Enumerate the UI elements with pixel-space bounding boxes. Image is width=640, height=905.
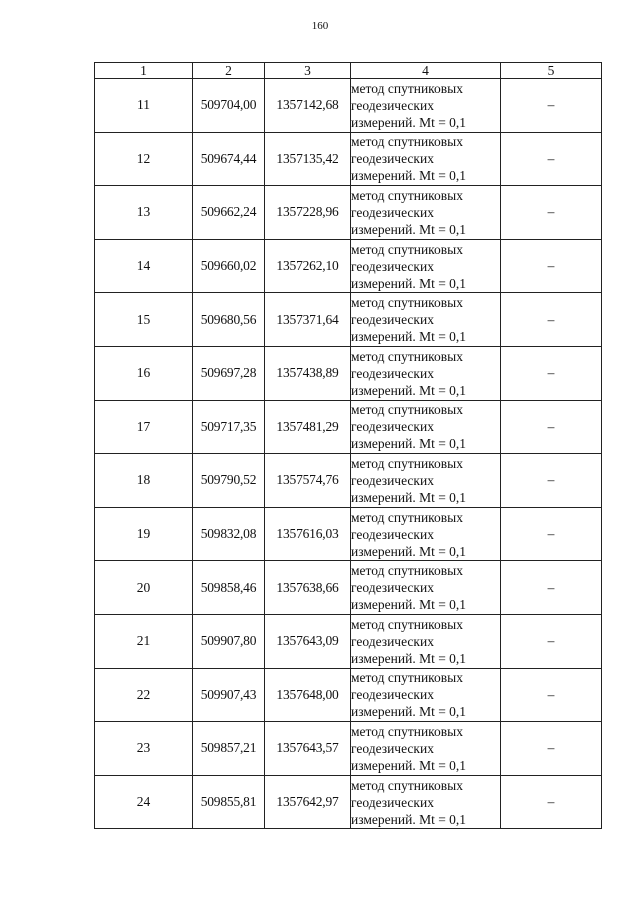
point-number: 12: [95, 132, 193, 186]
method-cell: [351, 400, 501, 454]
method-cell: [351, 186, 501, 240]
method-line-3: измерений. Mt = 0,1: [351, 168, 467, 184]
coord-y: 1357638,66: [265, 561, 351, 615]
method-line-1: метод спутниковых: [351, 563, 463, 579]
method-line-3: измерений. Mt = 0,1: [351, 757, 467, 773]
coord-y: 1357616,03: [265, 507, 351, 561]
method-line-3: измерений. Mt = 0,1: [351, 543, 467, 559]
method-line-1: метод спутниковых: [351, 187, 463, 203]
point-number: 11: [95, 79, 193, 133]
table-row: [95, 346, 602, 400]
point-number: 17: [95, 400, 193, 454]
table-row: [95, 186, 602, 240]
method-line-1: метод спутниковых: [351, 723, 463, 739]
method-cell: [351, 668, 501, 722]
point-number: 24: [95, 775, 193, 829]
coord-x: 509790,52: [193, 454, 265, 508]
header-col-3: 3: [265, 63, 351, 79]
method-line-3: измерений. Mt = 0,1: [351, 275, 467, 291]
method-line-2: геодезических: [351, 204, 434, 220]
col5-value: –: [501, 346, 602, 400]
col5-value: –: [501, 614, 602, 668]
method-cell: [351, 346, 501, 400]
method-cell: [351, 775, 501, 829]
table-row: [95, 507, 602, 561]
header-col-5: 5: [501, 63, 602, 79]
col5-value: –: [501, 507, 602, 561]
method-line-1: метод спутниковых: [351, 348, 463, 364]
method-cell: [351, 614, 501, 668]
coord-x: 509697,28: [193, 346, 265, 400]
method-line-2: геодезических: [351, 97, 434, 113]
coord-y: 1357135,42: [265, 132, 351, 186]
point-number: 16: [95, 346, 193, 400]
header-col-2: 2: [193, 63, 265, 79]
method-line-2: геодезических: [351, 419, 434, 435]
method-cell: [351, 561, 501, 615]
method-line-1: метод спутниковых: [351, 455, 463, 471]
coord-x: 509855,81: [193, 775, 265, 829]
col5-value: –: [501, 79, 602, 133]
point-number: 23: [95, 722, 193, 776]
coord-x: 509857,21: [193, 722, 265, 776]
coord-y: 1357142,68: [265, 79, 351, 133]
point-number: 14: [95, 239, 193, 293]
method-line-1: метод спутниковых: [351, 402, 463, 418]
method-line-1: метод спутниковых: [351, 134, 463, 150]
method-line-1: метод спутниковых: [351, 295, 463, 311]
col5-value: –: [501, 400, 602, 454]
method-line-2: геодезических: [351, 687, 434, 703]
method-cell: [351, 79, 501, 133]
method-line-1: метод спутниковых: [351, 509, 463, 525]
method-line-2: геодезических: [351, 472, 434, 488]
col5-value: –: [501, 722, 602, 776]
coord-y: 1357262,10: [265, 239, 351, 293]
coord-y: 1357228,96: [265, 186, 351, 240]
method-line-3: измерений. Mt = 0,1: [351, 221, 467, 237]
method-line-2: геодезических: [351, 258, 434, 274]
coord-x: 509717,35: [193, 400, 265, 454]
point-number: 13: [95, 186, 193, 240]
method-cell: [351, 454, 501, 508]
method-line-2: геодезических: [351, 526, 434, 542]
method-line-2: геодезических: [351, 580, 434, 596]
coord-y: 1357648,00: [265, 668, 351, 722]
method-line-3: измерений. Mt = 0,1: [351, 114, 467, 130]
table-row: [95, 293, 602, 347]
col5-value: –: [501, 454, 602, 508]
method-line-2: геодезических: [351, 151, 434, 167]
method-line-3: измерений. Mt = 0,1: [351, 329, 467, 345]
table-row: [95, 614, 602, 668]
col5-value: –: [501, 132, 602, 186]
point-number: 15: [95, 293, 193, 347]
method-line-3: измерений. Mt = 0,1: [351, 597, 467, 613]
coord-y: 1357643,09: [265, 614, 351, 668]
table-row: [95, 79, 602, 133]
method-line-1: метод спутниковых: [351, 80, 463, 96]
method-line-1: метод спутниковых: [351, 241, 463, 257]
method-cell: [351, 132, 501, 186]
coord-y: 1357371,64: [265, 293, 351, 347]
header-col-4: 4: [351, 63, 501, 79]
table-row: [95, 454, 602, 508]
col5-value: –: [501, 775, 602, 829]
table-header-row: [95, 63, 602, 79]
method-cell: [351, 507, 501, 561]
coordinates-table: [94, 62, 602, 829]
method-cell: [351, 293, 501, 347]
coord-x: 509660,02: [193, 239, 265, 293]
coord-y: 1357574,76: [265, 454, 351, 508]
coord-x: 509858,46: [193, 561, 265, 615]
method-line-2: геодезических: [351, 365, 434, 381]
table-row: [95, 775, 602, 829]
method-line-1: метод спутниковых: [351, 616, 463, 632]
method-line-1: метод спутниковых: [351, 670, 463, 686]
header-col-1: 1: [95, 63, 193, 79]
col5-value: –: [501, 239, 602, 293]
table-row: [95, 239, 602, 293]
point-number: 18: [95, 454, 193, 508]
method-line-3: измерений. Mt = 0,1: [351, 704, 467, 720]
method-line-3: измерений. Mt = 0,1: [351, 436, 467, 452]
method-line-3: измерений. Mt = 0,1: [351, 382, 467, 398]
coord-y: 1357481,29: [265, 400, 351, 454]
method-line-3: измерений. Mt = 0,1: [351, 489, 467, 505]
table-body: [95, 79, 602, 829]
table-row: [95, 132, 602, 186]
coord-x: 509662,24: [193, 186, 265, 240]
table-row: [95, 722, 602, 776]
coord-y: 1357642,97: [265, 775, 351, 829]
method-cell: [351, 239, 501, 293]
point-number: 20: [95, 561, 193, 615]
method-line-2: геодезических: [351, 633, 434, 649]
col5-value: –: [501, 668, 602, 722]
coord-x: 509680,56: [193, 293, 265, 347]
coord-y: 1357438,89: [265, 346, 351, 400]
table-row: [95, 668, 602, 722]
col5-value: –: [501, 293, 602, 347]
col5-value: –: [501, 561, 602, 615]
coord-x: 509832,08: [193, 507, 265, 561]
method-line-2: геодезических: [351, 740, 434, 756]
coord-x: 509674,44: [193, 132, 265, 186]
col5-value: –: [501, 186, 602, 240]
coord-y: 1357643,57: [265, 722, 351, 776]
coord-x: 509907,43: [193, 668, 265, 722]
method-line-3: измерений. Mt = 0,1: [351, 650, 467, 666]
page-number: 160: [311, 20, 329, 32]
point-number: 19: [95, 507, 193, 561]
coord-x: 509907,80: [193, 614, 265, 668]
point-number: 22: [95, 668, 193, 722]
coord-x: 509704,00: [193, 79, 265, 133]
table-row: [95, 561, 602, 615]
method-line-2: геодезических: [351, 794, 434, 810]
point-number: 21: [95, 614, 193, 668]
method-line-2: геодезических: [351, 312, 434, 328]
method-cell: [351, 722, 501, 776]
table-row: [95, 400, 602, 454]
method-line-1: метод спутниковых: [351, 777, 463, 793]
method-line-3: измерений. Mt = 0,1: [351, 811, 467, 827]
